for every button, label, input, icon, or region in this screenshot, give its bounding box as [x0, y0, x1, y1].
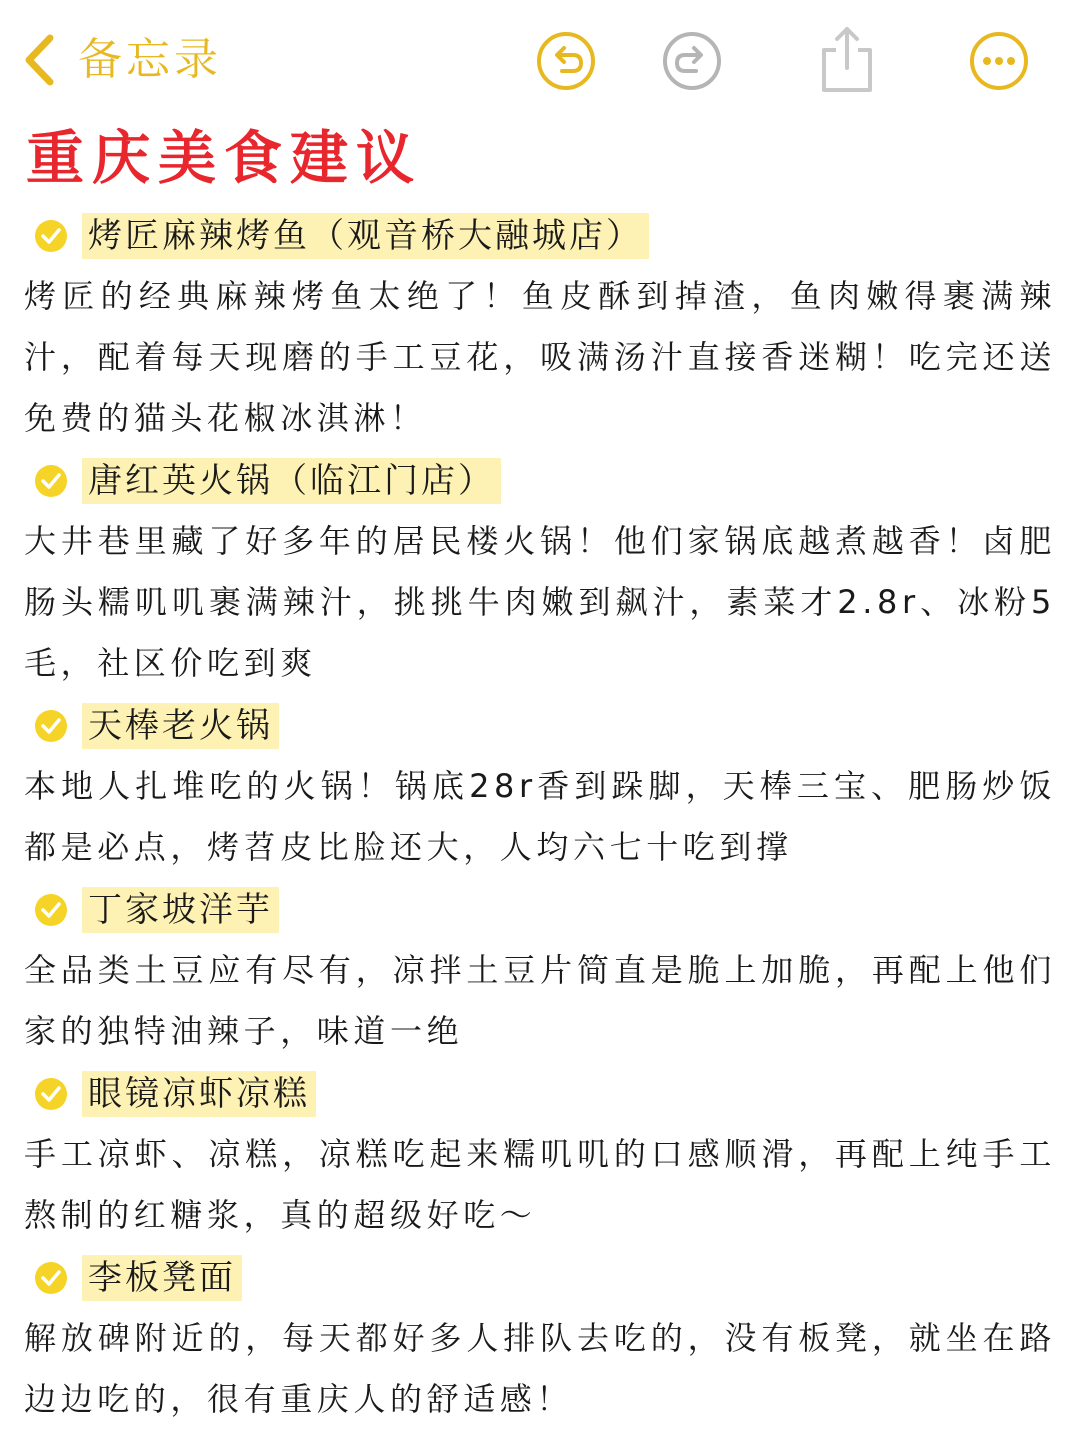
undo-button[interactable]: [535, 30, 597, 92]
list-item: [0, 1246, 1080, 1430]
navigation-bar: [0, 0, 1080, 120]
entry-header: [0, 449, 1080, 511]
list-item: [0, 204, 1080, 449]
restaurant-name: 烤匠麻辣烤鱼（观音桥大融城店）: [82, 213, 649, 259]
redo-icon: [661, 30, 723, 92]
restaurant-name: 天棒老火锅: [82, 703, 279, 749]
entry-header: [0, 1062, 1080, 1124]
check-circle-icon: [34, 709, 68, 743]
back-label: 备忘录: [78, 34, 222, 85]
restaurant-name: 丁家坡洋芋: [82, 887, 279, 933]
check-circle-icon: [34, 1261, 68, 1295]
note-body[interactable]: [0, 204, 1080, 1430]
restaurant-description: 解放碑附近的，每天都好多人排队去吃的，没有板凳，就坐在路边边吃的，很有重庆人的舒适感！: [24, 1319, 1056, 1418]
list-item: [0, 694, 1080, 878]
restaurant-name: 唐红英火锅（临江门店）: [82, 458, 501, 504]
list-item: [0, 878, 1080, 1062]
check-circle-icon: [34, 219, 68, 253]
restaurant-name: 李板凳面: [82, 1255, 242, 1301]
entry-header: [0, 1246, 1080, 1308]
share-icon: [816, 24, 878, 94]
entry-header: [0, 694, 1080, 756]
page-title: 重庆美食建议: [26, 124, 423, 192]
chevron-left-icon: [22, 33, 56, 87]
restaurant-name: 眼镜凉虾凉糕: [82, 1071, 316, 1117]
list-item: [0, 449, 1080, 694]
share-button[interactable]: [816, 24, 878, 94]
more-icon: [968, 30, 1030, 92]
restaurant-description: 全品类土豆应有尽有，凉拌土豆片简直是脆上加脆，再配上他们家的独特油辣子，味道一绝: [24, 951, 1056, 1050]
restaurant-description: 本地人扎堆吃的火锅！锅底28r香到跺脚，天棒三宝、肥肠炒饭都是必点，烤苕皮比脸还大，人均六七十吃到撑: [24, 767, 1056, 866]
restaurant-description: 烤匠的经典麻辣烤鱼太绝了！鱼皮酥到掉渣，鱼肉嫩得裹满辣汁，配着每天现磨的手工豆花，吸满汤汁直接香迷糊！吃完还送免费的猫头花椒冰淇淋！: [24, 277, 1056, 437]
check-circle-icon: [34, 464, 68, 498]
list-item: [0, 1062, 1080, 1246]
restaurant-description: 手工凉虾、凉糕，凉糕吃起来糯叽叽的口感顺滑，再配上纯手工熬制的红糖浆，真的超级好吃～: [24, 1135, 1056, 1234]
back-button[interactable]: [22, 28, 222, 92]
redo-button[interactable]: [661, 30, 723, 92]
entry-header: [0, 204, 1080, 266]
undo-icon: [535, 30, 597, 92]
check-circle-icon: [34, 893, 68, 927]
check-circle-icon: [34, 1077, 68, 1111]
more-button[interactable]: [968, 30, 1030, 92]
restaurant-description: 大井巷里藏了好多年的居民楼火锅！他们家锅底越煮越香！卤肥肠头糯叽叽裹满辣汁，挑挑牛肉嫩到飙汁，素菜才2.8r、冰粉5毛，社区价吃到爽: [24, 522, 1056, 682]
entry-header: [0, 878, 1080, 940]
